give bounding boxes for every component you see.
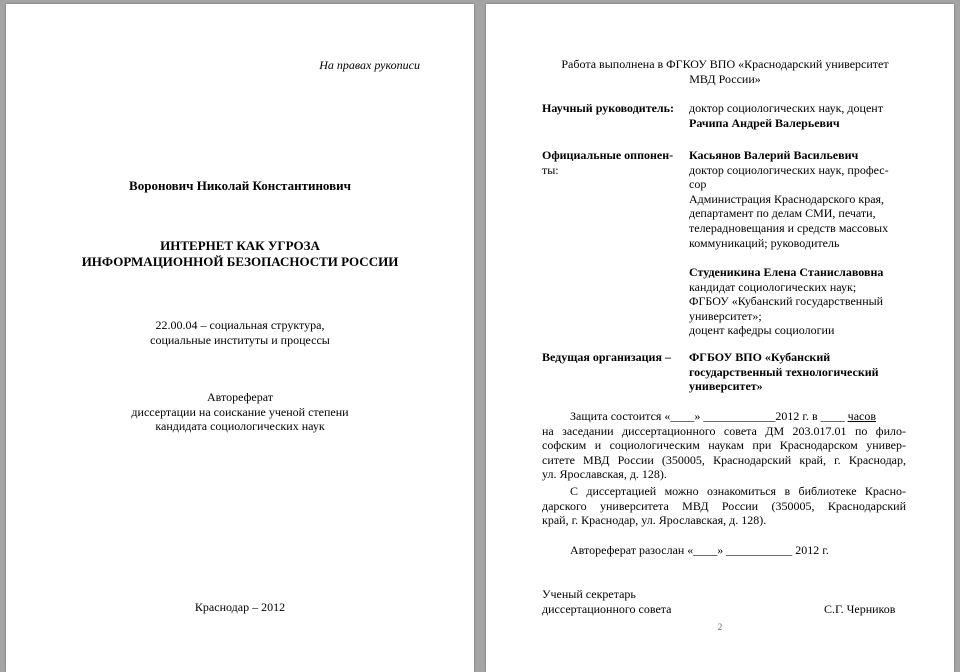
specialty-line: социальные институты и процессы xyxy=(150,332,330,347)
defense-line: ул. Ярославская, д. 128). xyxy=(542,467,667,482)
opponents-label xyxy=(542,148,674,177)
lead-org-line: государственный технологический xyxy=(689,364,879,379)
opponent-name: Студеникина Елена Станиславовна xyxy=(689,265,884,279)
opponent-2 xyxy=(689,265,911,338)
abstract-sent: Автореферат разослан «____» ___________ 2012 г. xyxy=(570,543,829,557)
opponent-line: доцент кафедры социологии xyxy=(689,323,835,338)
supervisor-label: Научный руководитель: xyxy=(542,101,674,115)
lead-org xyxy=(689,350,899,394)
opponent-name: Касьянов Валерий Васильевич xyxy=(689,148,859,162)
defense-line: ситете МВД России (350005, Краснодарский край, г. Краснодар, xyxy=(542,452,906,467)
defense-hours: часов xyxy=(847,409,877,423)
work-info xyxy=(516,57,934,86)
opponent-line: ФГБОУ «Кубанский государственный xyxy=(689,294,884,309)
opponent-line: департамент по делам СМИ, печати, xyxy=(689,206,876,221)
abstract-block xyxy=(6,390,474,434)
supervisor-name: Рачипа Андрей Валерьевич xyxy=(689,115,840,130)
library-paragraph xyxy=(542,484,906,528)
second-page xyxy=(486,4,954,672)
opponents-label-line: ты: xyxy=(542,162,559,177)
library-line: край, г. Краснодар, ул. Ярославская, д. 128). xyxy=(542,513,767,528)
title-line: ИНТЕРНЕТ КАК УГРОЗА xyxy=(160,238,320,253)
opponent-line: университет»; xyxy=(689,308,762,323)
specialty-line: 22.00.04 – социальная структура, xyxy=(155,318,325,332)
lead-org-line: университет» xyxy=(689,379,763,394)
document-title xyxy=(6,238,474,270)
secretary-name: С.Г. Черников xyxy=(824,602,896,616)
opponent-line: Администрация Краснодарского края, xyxy=(689,191,885,206)
abstract-line: диссертации на соискание ученой степени xyxy=(131,404,349,419)
opponent-1 xyxy=(689,148,911,250)
opponent-line: кандидат социологических наук; xyxy=(689,279,857,294)
work-line: Работа выполнена в ФГКОУ ВПО «Краснодарский университет xyxy=(561,57,889,71)
defense-line: софским и социологическим наукам при Краснодарском универ- xyxy=(542,438,906,453)
lead-org-line: ФГБОУ ВПО «Кубанский xyxy=(689,350,831,364)
opponent-line: сор xyxy=(689,177,707,192)
work-line: МВД России» xyxy=(689,71,761,86)
opponent-line: доктор социологических наук, профес- xyxy=(689,162,889,177)
rights-note: На правах рукописи xyxy=(319,58,420,72)
lead-org-label: Ведущая организация – xyxy=(542,350,671,364)
supervisor-info xyxy=(689,101,909,130)
opponents-label-line: Официальные оппонен- xyxy=(542,148,674,162)
library-line: дарского университета МВД России (350005, Краснодарский xyxy=(542,498,906,513)
title-line: ИНФОРМАЦИОННОЙ БЕЗОПАСНОСТИ РОССИИ xyxy=(81,254,399,269)
library-line: С диссертацией можно ознакомиться в библиотеке Красно- xyxy=(570,484,906,498)
abstract-title: Автореферат xyxy=(207,390,273,404)
title-page xyxy=(6,4,474,672)
author-name: Воронович Николай Константинович xyxy=(129,178,351,193)
supervisor-degree: доктор социологических наук, доцент xyxy=(689,101,883,115)
secretary-title xyxy=(542,587,672,616)
page-number: 2 xyxy=(717,622,723,632)
defense-first-prefix: Защита состоится «____» ____________2012 г. в ____ xyxy=(570,409,845,423)
defense-paragraph xyxy=(542,409,906,482)
defense-line: на заседании диссертационного совета ДМ 203.017.01 по фило- xyxy=(542,423,906,438)
defense-first-line xyxy=(542,409,906,424)
city-year: Краснодар – 2012 xyxy=(194,600,286,614)
opponent-line: коммуникаций; руководитель xyxy=(689,235,840,250)
secretary-line: диссертационного совета xyxy=(542,601,672,616)
specialty xyxy=(6,318,474,347)
abstract-line: кандидата социологических наук xyxy=(155,419,325,434)
secretary-line: Ученый секретарь xyxy=(542,587,636,601)
opponent-line: телерадновещания и средств массовых xyxy=(689,220,889,235)
